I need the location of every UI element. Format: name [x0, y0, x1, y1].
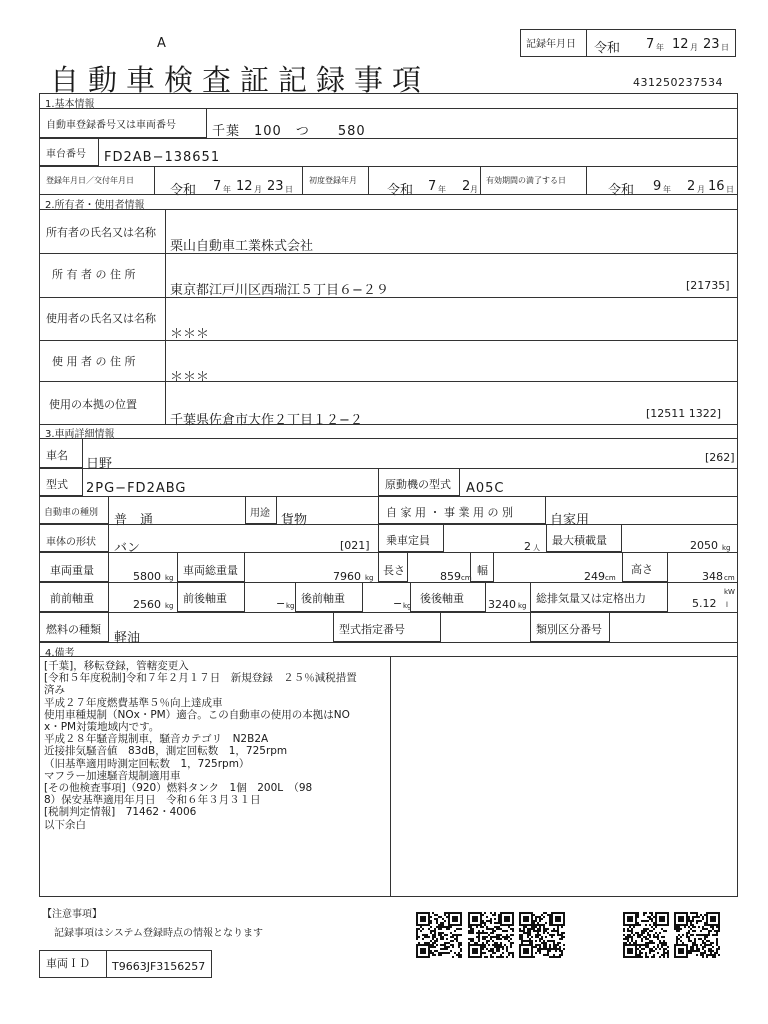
remarks-text: [44, 660, 357, 831]
remarks-line: 使用車種規制（NOx・PM）適合。この自動車の使用の本拠はNO: [44, 708, 350, 721]
notes-label: 【注意事項】: [42, 909, 102, 920]
owner-addr-label: 所 有 者 の 住 所: [52, 268, 136, 281]
remarks-line: [その他検査事項]（920）燃料タンク 1個 200L （98: [44, 782, 313, 795]
remarks-line: （旧基準適用時測定回転数 1，725rpm）: [44, 757, 250, 770]
remarks-line: 以下余白: [44, 818, 86, 831]
reg-no-value: 千葉 100 つ 580: [212, 124, 366, 139]
engine-value: A05C: [466, 481, 505, 496]
first-reg-era: 令和: [387, 183, 414, 198]
user-addr-label: 使 用 者 の 住 所: [52, 355, 136, 368]
class-label: 類別区分番号: [536, 623, 602, 636]
maker-value: 日野: [86, 457, 113, 472]
gross-value: 7960: [333, 570, 361, 583]
remarks-line: 8）保安基準適用年月日 令和６年３月３１日: [44, 794, 261, 807]
maker-label: 車名: [46, 449, 68, 462]
rf-axle-label: 後前軸重: [301, 592, 345, 605]
qr-code-icon: [674, 912, 720, 958]
qr-code-icon: [416, 912, 462, 958]
weight-label: 車両重量: [50, 564, 94, 577]
a-mark: A: [157, 36, 166, 51]
qr-code-icon: [519, 912, 565, 958]
base-value: 千葉県佐倉市大作２丁目１２−２: [170, 413, 363, 428]
rr-axle-value: 3240: [488, 598, 516, 611]
ff-axle-label: 前前軸重: [50, 592, 94, 605]
remarks-line: x・PM対策地域内です。: [44, 721, 160, 734]
purpose-value: 貨物: [281, 513, 308, 528]
user-name-value: ＊＊＊: [170, 327, 210, 342]
weight-value: 5800: [133, 570, 161, 583]
owner-addr-value: 東京都江戸川区西瑞江５丁目６−２９: [170, 283, 389, 298]
max-load-value: 2050: [690, 539, 718, 552]
vehicle-id-value: T9663JF3156257: [112, 960, 206, 973]
reg-date-month: 12: [236, 179, 253, 194]
notes-text: 記録事項はシステム登録時点の情報となります: [54, 928, 263, 939]
kind-label: 自動車の種別: [44, 508, 99, 518]
record-date-day: 23: [703, 37, 720, 52]
reg-date-label: 登録年月日／交付年月日: [46, 176, 134, 185]
usage-value: 自家用: [550, 513, 590, 528]
rr-axle-label: 後後軸重: [420, 592, 464, 605]
disp-value: 5.12: [692, 597, 717, 610]
length-value: 859: [440, 570, 461, 583]
capacity-label: 乗車定員: [386, 534, 430, 547]
remarks-line: 済み: [44, 684, 65, 697]
body-label: 車体の形状: [46, 537, 96, 548]
section3-heading: 3.車両詳細情報: [45, 429, 115, 440]
capacity-value: 2: [524, 540, 531, 553]
chassis-value: FD2AB−138651: [104, 150, 221, 165]
model-value: 2PG−FD2ABG: [86, 481, 187, 496]
fuel-label: 燃料の種類: [46, 623, 101, 636]
reg-date-year: 7: [213, 179, 222, 194]
qr-code-icon: [468, 912, 514, 958]
remarks-line: 近接排気騒音値 83dB，測定回転数 1，725rpm: [44, 745, 288, 758]
section1-heading: 1.基本情報: [45, 99, 95, 110]
doc-number: 431250237534: [633, 76, 723, 89]
expiry-label: 有効期間の満了する日: [486, 176, 566, 185]
record-date-month: 12: [672, 37, 689, 52]
base-label: 使用の本拠の位置: [49, 398, 137, 411]
owner-addr-code: [21735]: [686, 279, 730, 292]
usage-label: 自 家 用 ・ 事 業 用 の 別: [386, 506, 513, 519]
width-value: 249: [584, 570, 605, 583]
rf-axle-value: −: [393, 597, 403, 610]
height-label: 高さ: [631, 563, 653, 576]
owner-name-value: 栗山自動車工業株式会社: [170, 239, 314, 254]
remarks-line: 平成２８年騒音規制車，騒音カテゴリ N2B2A: [44, 733, 269, 746]
remarks-line: [千葉]，移転登録，管轄変更入: [44, 660, 189, 672]
record-date-label: 記録年月日: [526, 39, 576, 50]
length-label: 長さ: [383, 564, 405, 577]
remarks-line: [令和５年度税制]令和７年２月１７日 新規登録 ２５％減税措置: [44, 672, 357, 685]
owner-name-label: 所有者の氏名又は名称: [46, 226, 156, 239]
expiry-day: 16: [708, 179, 725, 194]
remarks-line: マフラー加速騒音規制適用車: [44, 769, 181, 782]
purpose-label: 用途: [250, 508, 270, 519]
fr-axle-value: −: [276, 597, 286, 610]
qr-code-icon: [468, 912, 514, 958]
ff-axle-value: 2560: [133, 598, 161, 611]
fr-axle-label: 前後軸重: [183, 592, 227, 605]
body-code: [021]: [340, 539, 370, 552]
maker-code: [262]: [705, 451, 735, 464]
vehicle-id-label: 車両ＩＤ: [46, 957, 90, 970]
width-label: 幅: [477, 564, 488, 577]
record-date-era: 令和: [594, 41, 621, 56]
kind-value: 普 通: [114, 513, 154, 528]
gross-label: 車両総重量: [183, 564, 238, 577]
qr-code-icon: [416, 912, 462, 958]
disp-label: 総排気量又は定格出力: [536, 592, 646, 605]
record-date-year: 7: [646, 37, 655, 52]
chassis-label: 車台番号: [46, 149, 86, 160]
height-value: 348: [702, 570, 723, 583]
user-addr-value: ＊＊＊: [170, 370, 210, 385]
expiry-era: 令和: [608, 183, 635, 198]
remarks-line: 平成２７年度燃費基準５％向上達成車: [44, 696, 223, 709]
reg-date-day: 23: [267, 179, 284, 194]
expiry-month: 2: [687, 179, 696, 194]
type-no-label: 型式指定番号: [339, 623, 405, 636]
base-code: [12511 1322]: [646, 407, 722, 420]
qr-code-icon: [674, 912, 720, 958]
body-value: バン: [114, 541, 141, 556]
remarks-line: [税制判定情報] 71462・4006: [44, 806, 197, 819]
fuel-value: 軽油: [114, 631, 141, 646]
first-reg-year: 7: [428, 179, 437, 194]
engine-label: 原動機の型式: [385, 478, 451, 491]
model-label: 型式: [46, 478, 68, 491]
max-load-label: 最大積載量: [552, 534, 607, 547]
first-reg-label: 初度登録年月: [309, 176, 357, 185]
expiry-year: 9: [653, 179, 662, 194]
page-title: 自動車検査証記録事項: [50, 63, 431, 97]
user-name-label: 使用者の氏名又は名称: [46, 312, 156, 325]
qr-code-icon: [623, 912, 669, 958]
qr-code-icon: [519, 912, 565, 958]
section2-heading: 2.所有者・使用者情報: [45, 200, 145, 211]
first-reg-month: 2: [462, 179, 471, 194]
section4-heading: 4.備考: [45, 648, 75, 659]
reg-date-era: 令和: [170, 183, 197, 198]
qr-code-icon: [623, 912, 669, 958]
reg-no-label: 自動車登録番号又は車両番号: [46, 120, 176, 131]
